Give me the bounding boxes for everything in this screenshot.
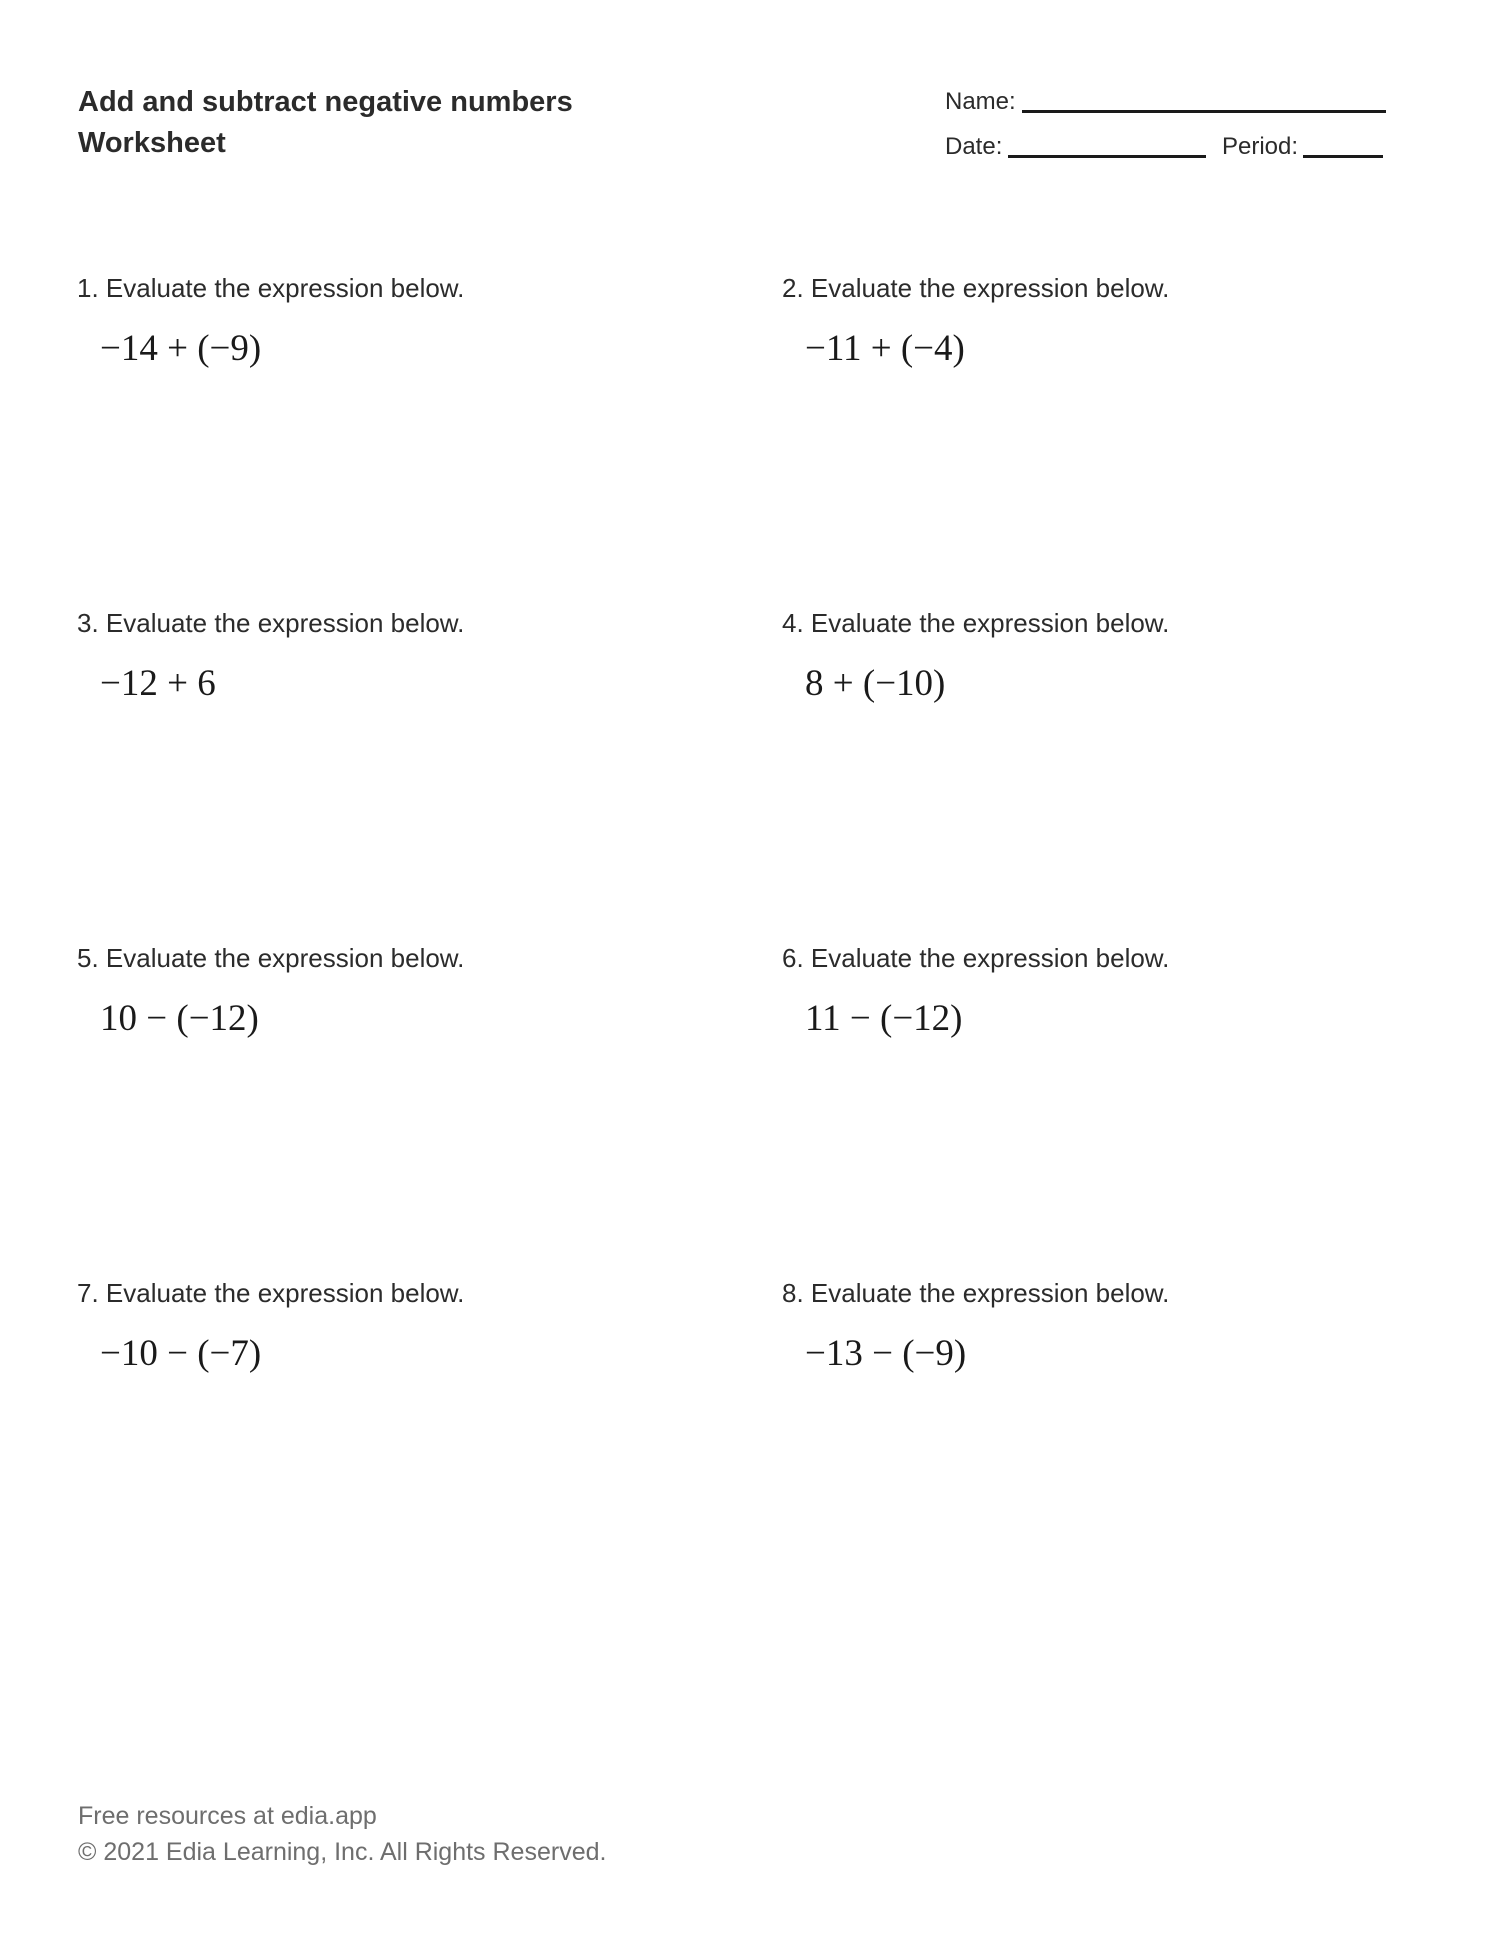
problem-expression: −11 + (−4) [805, 328, 965, 369]
problem-4 [782, 607, 1442, 705]
page-title-line1: Add and subtract negative numbers [78, 86, 573, 118]
problem-expression: 10 − (−12) [100, 998, 259, 1039]
problem-prompt-text: Evaluate the expression below. [105, 608, 465, 638]
problem-prompt [77, 942, 737, 975]
period-label: Period: [1222, 133, 1299, 160]
period-blank-line [1303, 155, 1383, 158]
problem-prompt [77, 1277, 737, 1310]
problem-2 [782, 272, 1442, 370]
problem-prompt [77, 607, 737, 640]
problem-8 [782, 1277, 1442, 1375]
problem-6 [782, 942, 1442, 1040]
problem-prompt-text: Evaluate the expression below. [810, 273, 1170, 303]
problem-prompt [782, 607, 1442, 640]
problem-prompt-text: Evaluate the expression below. [105, 1278, 465, 1308]
problem-expression: 11 − (−12) [805, 998, 963, 1039]
problem-3 [77, 607, 737, 705]
problem-prompt [782, 272, 1442, 305]
problem-expression: −14 + (−9) [100, 328, 262, 369]
footer-copyright-text: © 2021 Edia Learning, Inc. All Rights Reserved. [78, 1838, 607, 1866]
problem-number: 4. [782, 608, 804, 638]
problem-number: 5. [77, 943, 99, 973]
problem-prompt-text: Evaluate the expression below. [810, 1278, 1170, 1308]
page-title [78, 82, 573, 164]
problem-7 [77, 1277, 737, 1375]
problem-number: 1. [77, 273, 99, 303]
date-label: Date: [945, 133, 1003, 160]
problem-number: 8. [782, 1278, 804, 1308]
problem-number: 3. [77, 608, 99, 638]
name-label: Name: [945, 88, 1016, 115]
footer-resources-text: Free resources at edia.app [78, 1802, 377, 1830]
problem-prompt-text: Evaluate the expression below. [105, 943, 465, 973]
date-blank-line [1008, 155, 1206, 158]
problem-1 [77, 272, 737, 370]
problem-prompt-text: Evaluate the expression below. [810, 943, 1170, 973]
problem-prompt [782, 942, 1442, 975]
problem-number: 2. [782, 273, 804, 303]
problem-expression: 8 + (−10) [805, 663, 946, 704]
problem-prompt-text: Evaluate the expression below. [810, 608, 1170, 638]
problem-expression: −12 + 6 [100, 663, 216, 704]
problem-number: 7. [77, 1278, 99, 1308]
problem-prompt-text: Evaluate the expression below. [105, 273, 465, 303]
problem-number: 6. [782, 943, 804, 973]
name-blank-line [1022, 110, 1386, 113]
problem-expression: −10 − (−7) [100, 1333, 262, 1374]
problem-prompt [782, 1277, 1442, 1310]
problem-5 [77, 942, 737, 1040]
problem-prompt [77, 272, 737, 305]
page-footer [78, 1798, 606, 1870]
page-title-line2: Worksheet [78, 127, 226, 159]
problem-expression: −13 − (−9) [805, 1333, 967, 1374]
